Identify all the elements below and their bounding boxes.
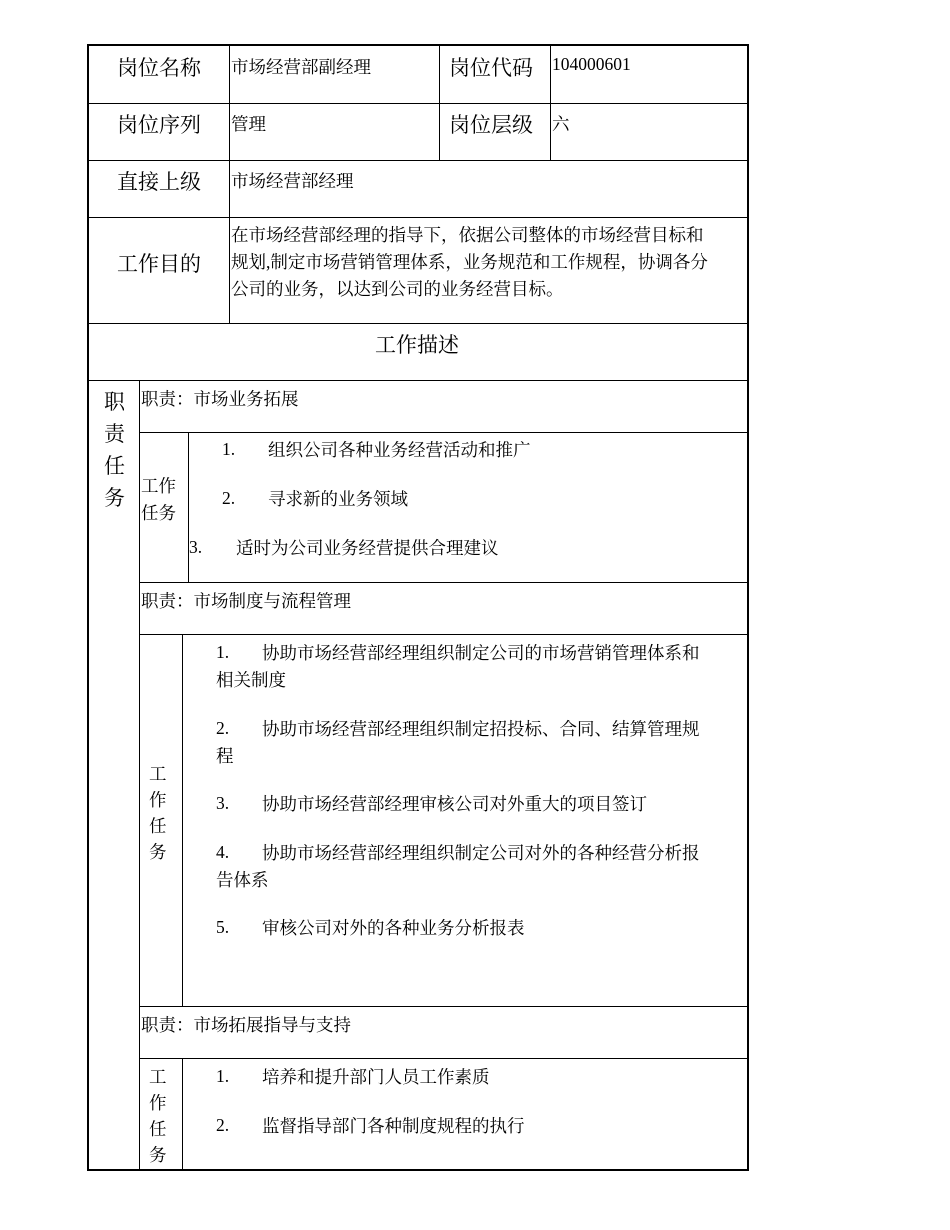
task-number: 2. [216, 1115, 230, 1135]
task-label: 作 [149, 1093, 167, 1113]
task-number: 3. [189, 537, 203, 557]
task-text: 协助市场经营部经理审核公司对外重大的项目签订 [262, 794, 647, 814]
row-divider [139, 1058, 749, 1059]
col-divider [439, 44, 440, 161]
task-text: 寻求新的业务领域 [268, 489, 408, 509]
duty-column-char: 任 [104, 454, 125, 478]
col-divider [182, 1058, 183, 1170]
position-series-value: 管理 [231, 114, 266, 134]
task-label: 工 [149, 1067, 167, 1087]
task-text-cont: 相关制度 [216, 670, 286, 690]
task-text: 协助市场经营部经理组织制定公司对外的各种经营分析报 [262, 843, 700, 863]
row-divider [139, 582, 749, 583]
task-number: 1. [216, 1066, 230, 1086]
col-divider [188, 432, 189, 583]
task-number: 2. [216, 718, 230, 738]
position-level-label: 岗位层级 [449, 113, 533, 137]
position-series-label: 岗位序列 [117, 113, 201, 137]
task-label: 任务 [141, 503, 176, 523]
purpose-line: 公司的业务，以达到公司的业务经营目标。 [231, 279, 564, 299]
duty-column-char: 责 [104, 422, 125, 446]
purpose-line: 在市场经营部经理的指导下，依据公司整体的市场经营目标和 [231, 225, 704, 245]
superior-label: 直接上级 [117, 170, 201, 194]
task-label: 务 [149, 842, 167, 862]
task-number: 2. [222, 488, 236, 508]
task-text: 培养和提升部门人员工作素质 [262, 1067, 490, 1087]
task-text: 审核公司对外的各种业务分析报表 [262, 918, 525, 938]
task-label: 工 [149, 764, 167, 784]
task-text: 监督指导部门各种制度规程的执行 [262, 1116, 525, 1136]
duty-column-char: 务 [104, 486, 125, 510]
row-divider [139, 432, 749, 433]
task-text: 组织公司各种业务经营活动和推广 [268, 440, 531, 460]
table-border-bottom [87, 1169, 749, 1171]
purpose-line: 规划,制定市场营销管理体系，业务规范和工作规程，协调各分 [231, 252, 708, 272]
task-number: 3. [216, 793, 230, 813]
row-divider [139, 634, 749, 635]
col-divider [182, 634, 183, 1007]
task-label: 务 [149, 1145, 167, 1165]
col-divider [229, 44, 230, 324]
duty-title: 职责：市场制度与流程管理 [141, 591, 351, 611]
task-text-cont: 告体系 [216, 870, 269, 890]
row-divider [139, 1006, 749, 1007]
table-border-right [747, 44, 749, 1171]
task-text: 协助市场经营部经理组织制定招投标、合同、结算管理规 [262, 719, 700, 739]
row-divider [87, 323, 749, 324]
position-level-value: 六 [552, 114, 570, 134]
table-border-top [87, 44, 749, 46]
duty-title: 职责：市场业务拓展 [141, 389, 299, 409]
description-title: 工作描述 [375, 333, 459, 357]
superior-value: 市场经营部经理 [231, 171, 354, 191]
col-divider [550, 44, 551, 161]
position-name-value: 市场经营部副经理 [231, 57, 371, 77]
task-number: 4. [216, 842, 230, 862]
position-name-label: 岗位名称 [117, 56, 201, 80]
task-label: 任 [149, 1119, 167, 1139]
task-text: 适时为公司业务经营提供合理建议 [236, 538, 499, 558]
row-divider [87, 380, 749, 381]
col-divider [139, 380, 140, 1170]
task-number: 1. [222, 439, 236, 459]
row-divider [87, 160, 749, 161]
task-label: 作 [149, 790, 167, 810]
task-label: 任 [149, 816, 167, 836]
duty-column-char: 职 [104, 390, 125, 414]
task-text: 协助市场经营部经理组织制定公司的市场营销管理体系和 [262, 643, 700, 663]
position-code-label: 岗位代码 [449, 56, 533, 80]
row-divider [87, 103, 749, 104]
duty-title: 职责：市场拓展指导与支持 [141, 1015, 351, 1035]
task-number: 1. [216, 642, 230, 662]
row-divider [87, 217, 749, 218]
position-code-value: 104000601 [552, 54, 631, 74]
task-number: 5. [216, 917, 230, 937]
purpose-label: 工作目的 [117, 252, 201, 276]
task-label: 工作 [141, 476, 176, 496]
task-text-cont: 程 [216, 746, 234, 766]
table-border-left [87, 44, 89, 1171]
